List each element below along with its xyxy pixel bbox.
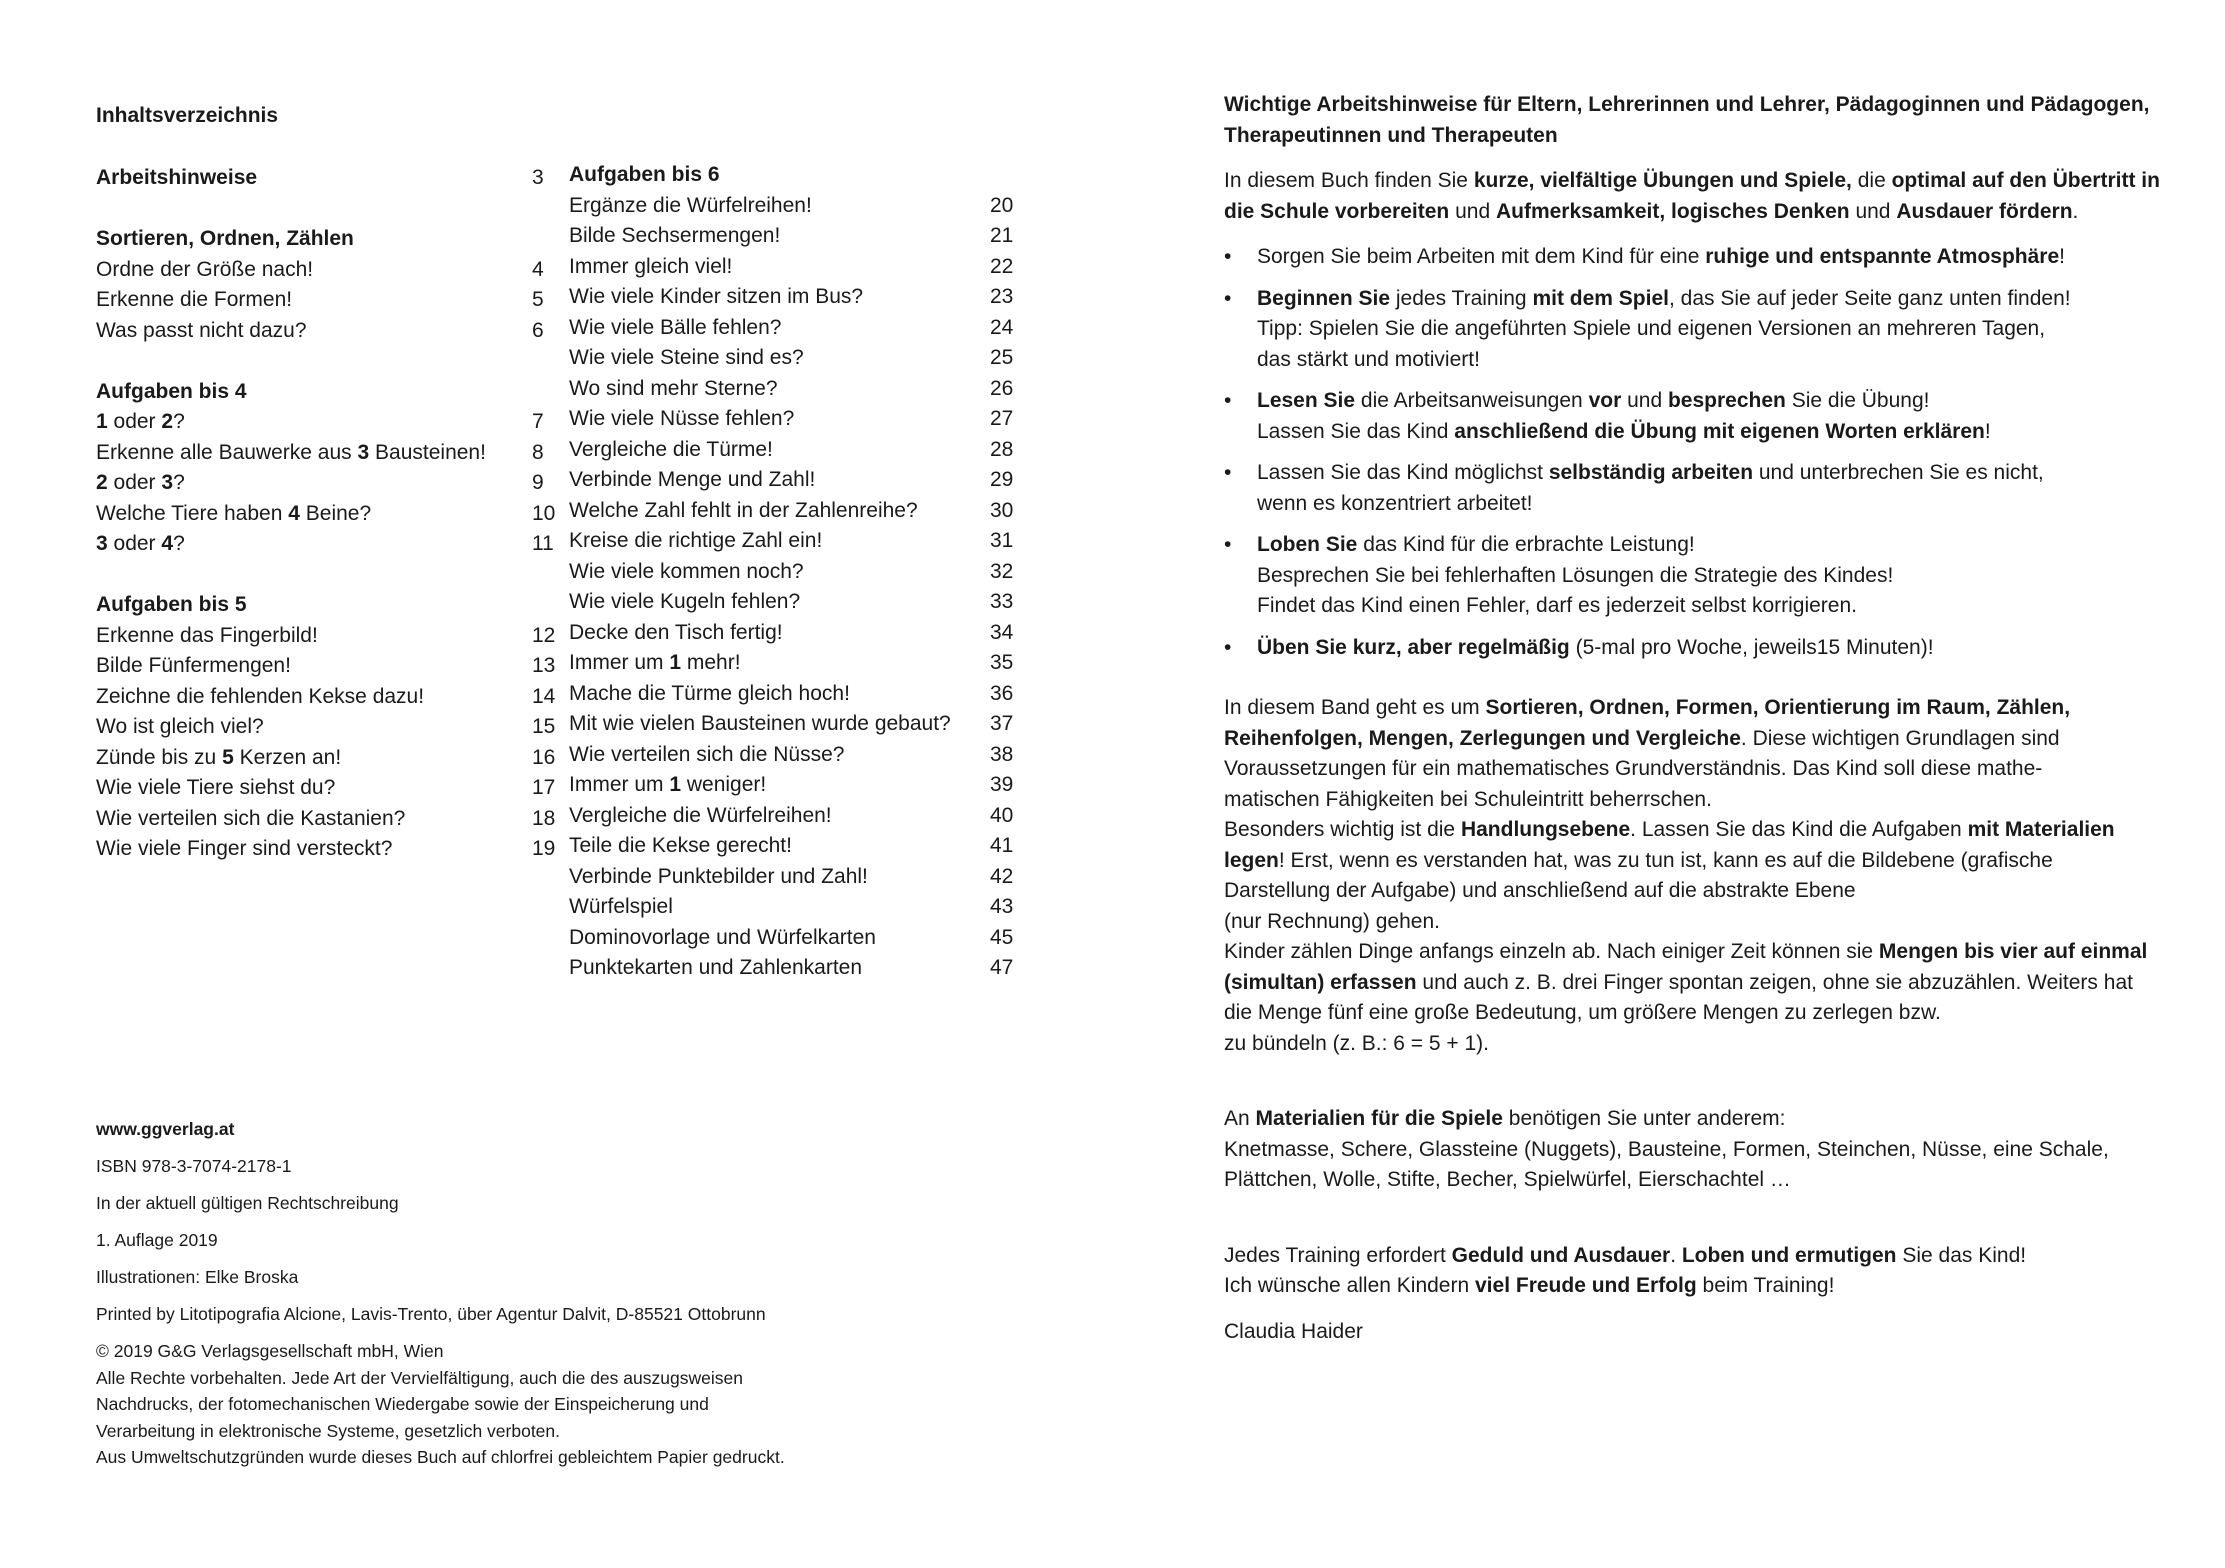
toc-gap bbox=[96, 346, 546, 377]
toc-page-number: 15 bbox=[532, 715, 556, 738]
bullet-text: Lesen Sie die Arbeitsanweisungen vor und besprechen Sie die Übung! Lassen Sie das Kind anschließend die Übung mit eigenen Worten erklären! bbox=[1257, 389, 1991, 443]
notes-materials: An Materialien für die Spiele benötigen Sie unter anderem: Knetmasse, Schere, Glassteine (Nuggets), Bausteine, Formen, Steinchen, Nüsse, eine Schale, Plättchen, Wolle, Stifte, Becher, Spielwürfel, Eierschachtel … bbox=[1224, 1107, 2109, 1191]
toc-page-number: 16 bbox=[532, 745, 556, 769]
notes-closing: Jedes Training erfordert Geduld und Ausdauer. Loben und ermutigen Sie das Kind! Ich wünsche allen Kindern viel Freude und Erfolg beim Training! bbox=[1224, 1243, 2027, 1297]
toc-page-number: 8 bbox=[532, 440, 544, 464]
printed-by: Printed by Litotipografia Alcione, Lavis-Trento, über Agentur Dalvit, D-85521 Ottobrunn bbox=[96, 1304, 766, 1324]
toc-page-number: 3 bbox=[532, 166, 544, 189]
toc-entry[interactable] bbox=[96, 621, 556, 652]
toc-page-number: 18 bbox=[532, 806, 556, 830]
toc-entry[interactable] bbox=[96, 651, 556, 682]
copyright-line: Verarbeitung in elektronische Systeme, gesetzlich verboten. bbox=[96, 1420, 561, 1441]
toc-page-number: 21 bbox=[990, 224, 1014, 247]
edition: 1. Auflage 2019 bbox=[96, 1230, 218, 1250]
toc-entry[interactable] bbox=[96, 316, 546, 347]
toc-entry[interactable] bbox=[569, 892, 1019, 923]
toc-entry[interactable] bbox=[569, 648, 1019, 679]
toc-entry-title: Wie viele kommen noch? bbox=[569, 559, 804, 583]
toc-entry[interactable] bbox=[96, 407, 546, 438]
toc-entry-title: Welche Tiere haben 4 Beine? bbox=[96, 501, 372, 525]
bullet-icon: • bbox=[1224, 461, 1232, 484]
toc-entry-title: Vergleiche die Türme! bbox=[569, 437, 773, 461]
toc-entry-title: Wie verteilen sich die Kastanien? bbox=[96, 806, 406, 830]
notes-band: In diesem Band geht es um Sortieren, Ordnen, Formen, Orientierung im Raum, Zählen, Reihenfolgen, Mengen, Zerlegungen und Vergleiche. Diese wichtigen Grundlagen sind Voraussetzungen für ein mathematisches Grundverständnis. Das Kind soll diese mathe- matischen Fähigkeiten bei Schuleintritt beherrschen. Besonders wichtig ist die Handlungsebene. Lassen Sie das Kind die Aufgaben mit Materialien legen! Erst, wenn es verstanden hat, was zu tun ist, kann es auf die Bildebene (grafische Darstellung der Aufgabe) und anschließend auf die abstrakte Ebene (nur Rechnung) gehen. Kinder zählen Dinge anfangs einzeln ab. Nach einiger Zeit können sie Mengen bis vier auf einmal (simultan) erfassen und auch z. B. drei Finger spontan zeigen, ohne sie abzuzählen. Weiters hat die Menge fünf eine große Bedeutung, um größere Mengen zu zerlegen bzw. zu bündeln (z. B.: 6 = 5 + 1). bbox=[1224, 696, 2148, 1055]
notes-intro: In diesem Buch finden Sie kurze, vielfältige Übungen und Spiele, die optimal auf den Übertritt in die Schule vorbereiten und Aufmerksamkeit, logisches Denken und Ausdauer fördern. bbox=[1224, 169, 2160, 223]
toc-entry[interactable] bbox=[569, 618, 1019, 649]
toc-entry-title: Kreise die richtige Zahl ein! bbox=[569, 529, 823, 552]
toc-section-heading bbox=[96, 224, 546, 255]
toc-column-left bbox=[96, 163, 556, 865]
toc-entry[interactable] bbox=[569, 221, 1019, 252]
toc-page-number: 25 bbox=[990, 346, 1014, 369]
toc-entry[interactable] bbox=[569, 831, 1019, 862]
toc-entry-title: Immer um 1 weniger! bbox=[569, 773, 767, 796]
toc-gap bbox=[96, 560, 546, 591]
toc-entry-title: Erkenne das Fingerbild! bbox=[96, 623, 318, 647]
illustrations: Illustrationen: Elke Broska bbox=[96, 1267, 299, 1287]
toc-entry-title: Immer gleich viel! bbox=[569, 254, 733, 278]
toc-page-number: 23 bbox=[990, 285, 1014, 308]
bullet-text: Lassen Sie das Kind möglichst selbständig arbeiten und unterbrechen Sie es nicht, wenn es konzentriert arbeitet! bbox=[1257, 461, 2044, 515]
toc-entry[interactable] bbox=[569, 862, 1019, 893]
toc-page-number: 30 bbox=[990, 498, 1014, 522]
toc-entry-title: Ergänze die Würfelreihen! bbox=[569, 193, 812, 217]
toc-entry-title: Sortieren, Ordnen, Zählen bbox=[96, 227, 354, 250]
toc-entry[interactable] bbox=[569, 526, 1019, 557]
toc-entry-title: Ordne der Größe nach! bbox=[96, 257, 314, 281]
toc-page-number: 10 bbox=[532, 501, 556, 525]
toc-section-heading bbox=[96, 590, 546, 621]
toc-column-right bbox=[569, 160, 1019, 984]
toc-page-number: 45 bbox=[990, 925, 1014, 949]
toc-entry-title: Decke den Tisch fertig! bbox=[569, 620, 783, 644]
toc-page-number: 14 bbox=[532, 684, 556, 708]
toc-entry-title: Mache die Türme gleich hoch! bbox=[569, 681, 850, 705]
toc-entry-title: Aufgaben bis 4 bbox=[96, 379, 247, 403]
toc-entry-title: Wie viele Kugeln fehlen? bbox=[569, 590, 801, 613]
toc-page-number: 9 bbox=[532, 471, 544, 494]
toc-entry[interactable] bbox=[569, 770, 1019, 801]
toc-entry-title: 3 oder 4? bbox=[96, 532, 185, 555]
bullet-text: Beginnen Sie jedes Training mit dem Spiel, das Sie auf jeder Seite ganz unten finden! Tipp: Spielen Sie die angeführten Spiele und eigenen Versionen an mehreren Tagen, das stärkt und motiviert! bbox=[1257, 286, 2071, 371]
toc-entry-title: Arbeitshinweise bbox=[96, 166, 258, 189]
toc-entry[interactable] bbox=[96, 743, 556, 774]
toc-page-number: 12 bbox=[532, 623, 556, 647]
bullet-text: Sorgen Sie beim Arbeiten mit dem Kind für eine ruhige und entspannte Atmosphäre! bbox=[1257, 245, 2066, 268]
toc-entry-title: Bilde Fünfermengen! bbox=[96, 654, 291, 677]
notes-bullet-item bbox=[1224, 458, 2164, 519]
toc-entry-title: Wie viele Bälle fehlen? bbox=[569, 315, 782, 339]
toc-entry[interactable] bbox=[96, 682, 556, 713]
toc-entry-title: Vergleiche die Würfelreihen! bbox=[569, 803, 832, 827]
toc-entry-title: Zeichne die fehlenden Kekse dazu! bbox=[96, 684, 425, 708]
toc-entry[interactable] bbox=[569, 709, 1019, 740]
toc-entry[interactable] bbox=[96, 255, 546, 286]
toc-entry[interactable] bbox=[96, 712, 556, 743]
notes-bullet-item bbox=[1224, 284, 2164, 376]
toc-entry[interactable] bbox=[96, 529, 554, 560]
toc-entry-title: Würfelspiel bbox=[569, 895, 673, 918]
signature: Claudia Haider bbox=[1224, 1319, 1363, 1343]
toc-page-number: 47 bbox=[990, 956, 1014, 979]
toc-entry[interactable] bbox=[569, 465, 1019, 496]
toc-entry-title: Wie viele Tiere siehst du? bbox=[96, 776, 336, 799]
toc-page-number: 19 bbox=[532, 837, 556, 860]
bullet-icon: • bbox=[1224, 389, 1232, 412]
toc-entry[interactable] bbox=[96, 804, 556, 835]
toc-page-number: 13 bbox=[532, 654, 556, 677]
copyright-line: Nachdrucks, der fotomechanischen Wiedergabe sowie der Einspeicherung und bbox=[96, 1394, 709, 1414]
toc-entry-title: Welche Zahl fehlt in der Zahlenreihe? bbox=[569, 498, 918, 522]
bullet-icon: • bbox=[1224, 635, 1232, 659]
toc-page-number: 43 bbox=[990, 895, 1014, 918]
toc-page-number: 24 bbox=[990, 315, 1014, 339]
notes-heading: Wichtige Arbeitshinweise für Eltern, Lehrerinnen und Lehrer, Pädagoginnen und Pädagogen, Therapeutinnen und Therapeuten bbox=[1224, 93, 2150, 147]
toc-page-number: 6 bbox=[532, 318, 544, 342]
toc-entry[interactable] bbox=[569, 374, 1019, 405]
toc-page-number: 28 bbox=[990, 437, 1014, 461]
toc-page-number: 35 bbox=[990, 651, 1014, 674]
toc-entry[interactable] bbox=[569, 404, 1019, 435]
toc-entry-title: Dominovorlage und Würfelkarten bbox=[569, 925, 876, 949]
toc-entry-title: 2 oder 3? bbox=[96, 471, 185, 494]
toc-entry[interactable] bbox=[569, 587, 1019, 618]
toc-gap bbox=[96, 194, 546, 225]
notes-bullet-item bbox=[1224, 530, 2164, 622]
toc-entry[interactable] bbox=[569, 282, 1019, 313]
toc-page-number: 34 bbox=[990, 620, 1014, 644]
toc-page-number: 29 bbox=[990, 468, 1014, 491]
notes-bullet-item bbox=[1224, 386, 2164, 447]
toc-page-number: 42 bbox=[990, 864, 1014, 888]
toc-entry-title: Erkenne alle Bauwerke aus 3 Bausteinen! bbox=[96, 440, 486, 464]
toc-entry[interactable] bbox=[96, 499, 556, 530]
toc-entry[interactable] bbox=[569, 435, 1019, 466]
toc-entry-title: Wie viele Steine sind es? bbox=[569, 346, 804, 369]
toc-entry[interactable] bbox=[569, 496, 1019, 527]
notes-bullet-item bbox=[1224, 242, 2164, 273]
toc-entry-title: Wie viele Finger sind versteckt? bbox=[96, 837, 393, 860]
toc-entry[interactable] bbox=[569, 557, 1019, 588]
toc-entry-title: Bilde Sechsermengen! bbox=[569, 224, 781, 247]
bullet-icon: • bbox=[1224, 245, 1232, 268]
imprint bbox=[96, 1116, 785, 1471]
toc-page-number: 36 bbox=[990, 681, 1014, 705]
toc-entry-title: Mit wie vielen Bausteinen wurde gebaut? bbox=[569, 712, 951, 735]
toc-entry[interactable] bbox=[569, 252, 1019, 283]
toc-entry-title: Aufgaben bis 6 bbox=[569, 163, 720, 186]
toc-entry[interactable] bbox=[569, 801, 1019, 832]
toc-page-number: 32 bbox=[990, 559, 1014, 583]
toc-entry-title: Wie viele Nüsse fehlen? bbox=[569, 407, 795, 430]
toc-entry[interactable] bbox=[569, 343, 1019, 374]
toc-entry[interactable] bbox=[569, 740, 1019, 771]
toc-page-number: 38 bbox=[990, 742, 1014, 766]
toc-entry-title: Was passt nicht dazu? bbox=[96, 318, 307, 342]
bullet-icon: • bbox=[1224, 286, 1232, 310]
isbn: ISBN 978-3-7074-2178-1 bbox=[96, 1156, 292, 1176]
toc-entry-title: Zünde bis zu 5 Kerzen an! bbox=[96, 745, 342, 769]
toc-entry-title: Wie viele Kinder sitzen im Bus? bbox=[569, 285, 864, 308]
toc-entry[interactable] bbox=[96, 468, 546, 499]
toc-page-number: 31 bbox=[990, 529, 1014, 552]
toc-entry[interactable] bbox=[96, 163, 546, 194]
toc-entry-title: Wo ist gleich viel? bbox=[96, 715, 264, 738]
bullet-text: Loben Sie das Kind für die erbrachte Leistung! Besprechen Sie bei fehlerhaften Lösungen die Strategie des Kindes! Findet das Kind einen Fehler, darf es jederzeit selbst korrigieren. bbox=[1257, 533, 1894, 617]
bullet-text: Üben Sie kurz, aber regelmäßig (5-mal pro Woche, jeweils15 Minuten)! bbox=[1257, 635, 1934, 659]
toc-page-number: 22 bbox=[990, 254, 1014, 278]
copyright-line: Alle Rechte vorbehalten. Jede Art der Vervielfältigung, auch die des auszugsweisen bbox=[96, 1367, 743, 1388]
toc-entry-title: Verbinde Menge und Zahl! bbox=[569, 468, 816, 491]
toc-entry[interactable] bbox=[569, 191, 1019, 222]
toc-page-number: 26 bbox=[990, 376, 1014, 400]
toc-entry[interactable] bbox=[96, 285, 546, 316]
toc-page-number: 5 bbox=[532, 288, 544, 311]
toc-entry[interactable] bbox=[569, 679, 1019, 710]
toc-entry[interactable] bbox=[569, 313, 1019, 344]
notes-bullet-list bbox=[1224, 242, 2164, 663]
toc-entry-title: Wie verteilen sich die Nüsse? bbox=[569, 742, 845, 766]
toc-page-number: 37 bbox=[990, 712, 1014, 735]
toc-section-heading bbox=[569, 160, 1019, 191]
toc-title: Inhaltsverzeichnis bbox=[96, 104, 279, 127]
copyright-line: © 2019 G&G Verlagsgesellschaft mbH, Wien bbox=[96, 1341, 444, 1361]
toc-page-number: 7 bbox=[532, 410, 544, 433]
toc-entry[interactable] bbox=[569, 923, 1019, 954]
toc-entry-title: Wo sind mehr Sterne? bbox=[569, 376, 778, 400]
toc-page-number: 33 bbox=[990, 590, 1014, 613]
toc-entry-title: Punktekarten und Zahlenkarten bbox=[569, 956, 863, 979]
toc-entry[interactable] bbox=[569, 953, 1019, 984]
toc-section-heading bbox=[96, 377, 546, 408]
toc-page-number: 40 bbox=[990, 803, 1014, 827]
toc-entry-title: Teile die Kekse gerecht! bbox=[569, 834, 792, 857]
toc-entry[interactable] bbox=[96, 438, 546, 469]
toc-entry-title: 1 oder 2? bbox=[96, 410, 185, 433]
toc-page-number: 4 bbox=[532, 257, 544, 281]
spelling-note: In der aktuell gültigen Rechtschreibung bbox=[96, 1193, 399, 1213]
toc-entry-title: Aufgaben bis 5 bbox=[96, 593, 247, 616]
toc-page-number: 11 bbox=[532, 532, 554, 555]
toc-page-number: 27 bbox=[990, 407, 1014, 430]
toc-entry-title: Erkenne die Formen! bbox=[96, 288, 293, 311]
toc-entry[interactable] bbox=[96, 834, 556, 865]
toc-page-number: 20 bbox=[990, 193, 1014, 217]
toc-page-number: 39 bbox=[990, 773, 1014, 796]
toc-page-number: 41 bbox=[990, 834, 1014, 857]
publisher-url[interactable]: www.ggverlag.at bbox=[96, 1119, 235, 1139]
copyright-line: Aus Umweltschutzgründen wurde dieses Buch auf chlorfrei gebleichtem Papier gedruckt. bbox=[96, 1447, 785, 1467]
toc-entry-title: Verbinde Punktebilder und Zahl! bbox=[569, 864, 868, 888]
toc-entry[interactable] bbox=[96, 773, 556, 804]
toc-page-number: 17 bbox=[532, 776, 556, 799]
notes-bullet-item bbox=[1224, 633, 2164, 664]
bullet-icon: • bbox=[1224, 533, 1232, 556]
work-notes bbox=[1224, 90, 2164, 1347]
toc-entry-title: Immer um 1 mehr! bbox=[569, 651, 741, 674]
